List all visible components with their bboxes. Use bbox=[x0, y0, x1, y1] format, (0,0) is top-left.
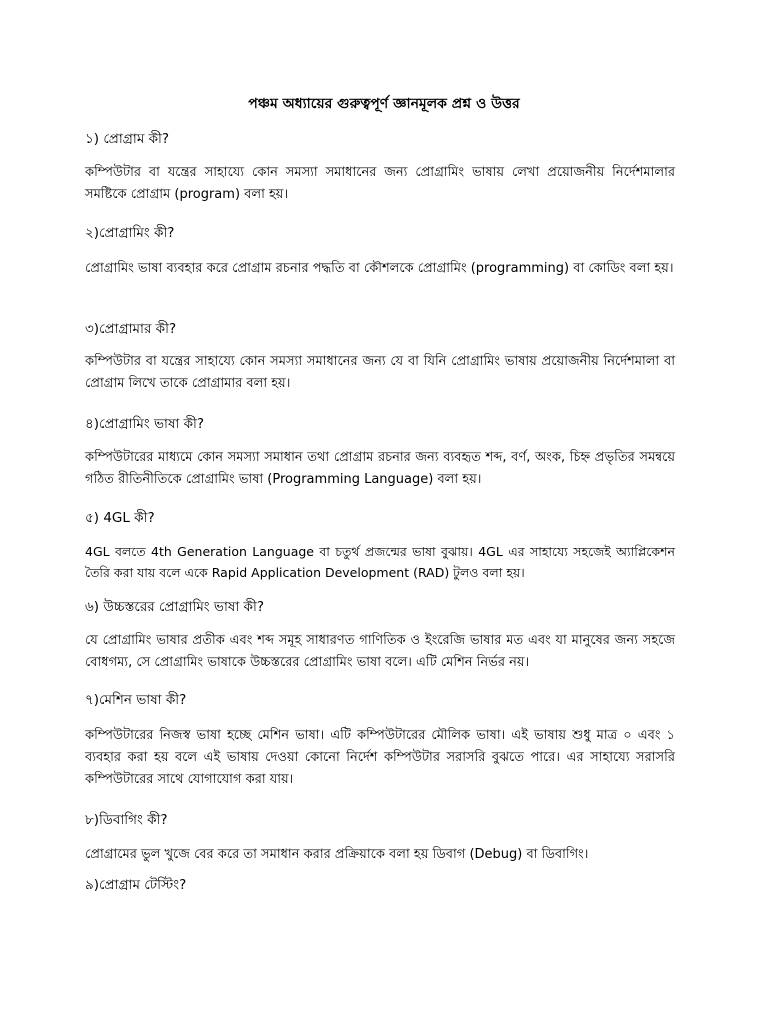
question-5: ৫) 4GL কী? bbox=[85, 510, 155, 526]
question-9: ৯)প্রোগ্রাম টেস্টিং? bbox=[85, 877, 187, 893]
answer-5: 4GL বলতে 4th Generation Language বা চতুর্থ প্রজন্মের ভাষা বুঝায়। 4GL এর সাহায্যে সহজেই অ্যাপ্লিকেশন তৈরি করা যায় বলে একে Rapid Application Development (RAD) টুলও বলা হয়। bbox=[85, 544, 675, 580]
answer-7: কম্পিউটারের নিজস্ব ভাষা হচ্ছে মেশিন ভাষা। এটি কম্পিউটারের মৌলিক ভাষা। এই ভাষায় শুধু মাত্র ০ এবং ১ ব্যবহার করা হয় বলে এই ভাষায় দেওয়া কোনো নির্দেশ কম্পিউটার সরাসরি বুঝতে পারে। এর সাহায্যে সরাসরি কম্পিউটারের সাথে যোগাযোগ করা যায়। bbox=[85, 728, 675, 787]
answer-8: প্রোগ্রামের ভুল খুজে বের করে তা সমাধান করার প্রক্রিয়াকে বলা হয় ডিবাগ (Debug) বা ডিবাগিং। bbox=[85, 847, 589, 862]
answer-2: প্রোগ্রামিং ভাষা ব্যবহার করে প্রোগ্রাম রচনার পদ্ধতি বা কৌশলকে প্রোগ্রামিং (programming) বা কোডিং বলা হয়। bbox=[85, 261, 674, 276]
answer-1: কম্পিউটার বা যন্ত্রের সাহায্যে কোন সমস্যা সমাধানের জন্য প্রোগ্রামিং ভাষায় লেখা প্রয়োজনীয় নির্দেশমালার সমষ্টিকে প্রোগ্রাম (program) বলা হয়। bbox=[85, 165, 675, 202]
answer-6: যে প্রোগ্রামিং ভাষার প্রতীক এবং শব্দ সমূহ সাধারণত গাণিতিক ও ইংরেজি ভাষার মত এবং যা মানুষের জন্য সহজে বোধগম্য, সে প্রোগ্রামিং ভাষাকে উচ্চস্তরের প্রোগ্রামিং ভাষা বলে। এটি মেশিন নির্ভর নয়। bbox=[85, 633, 675, 670]
question-1: ১) প্রোগ্রাম কী? bbox=[85, 131, 170, 147]
page-title: পঞ্চম অধ্যায়ের গুরুত্বপূর্ণ জ্ঞানমূলক প্রশ্ন ও উত্তর bbox=[248, 96, 520, 112]
question-7: ৭)মেশিন ভাষা কী? bbox=[85, 692, 187, 708]
question-6: ৬) উচ্চস্তরের প্রোগ্রামিং ভাষা কী? bbox=[85, 599, 265, 615]
question-8: ৮)ডিবাগিং কী? bbox=[85, 812, 168, 828]
question-2: ২)প্রোগ্রামিং কী? bbox=[85, 225, 175, 241]
question-4: ৪)প্রোগ্রামিং ভাষা কী? bbox=[85, 416, 205, 432]
question-3: ৩)প্রোগ্রামার কী? bbox=[85, 321, 177, 337]
answer-3: কম্পিউটার বা যন্ত্রের সাহায্যে কোন সমস্যা সমাধানের জন্য যে বা যিনি প্রোগ্রামিং ভাষায় প্রয়োজনীয় নির্দেশমালা বা প্রোগ্রাম লিখে তাকে প্রোগ্রামার বলা হয়। bbox=[85, 354, 675, 391]
answer-4: কম্পিউটারের মাধ্যমে কোন সমস্যা সমাধান তথা প্রোগ্রাম রচনার জন্য ব্যবহৃত শব্দ, বর্ণ, অংক, চিহ্ন প্রভৃতির সমন্বয়ে গঠিত রীতিনীতিকে প্রোগ্রামিং ভাষা (Programming Language) বলা হয়। bbox=[85, 450, 675, 487]
